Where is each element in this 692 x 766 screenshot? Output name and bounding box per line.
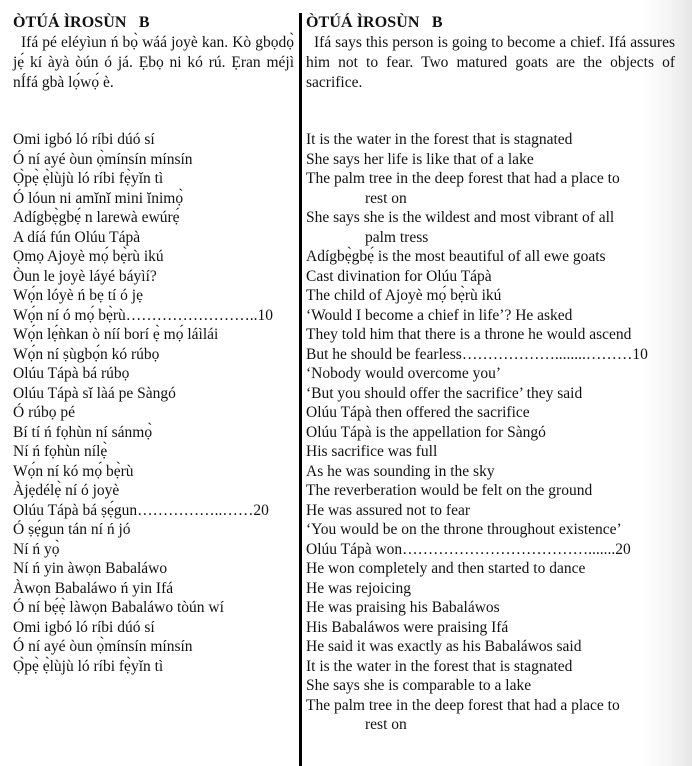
verse-line: But he should be fearless………………........………10 [306, 345, 648, 363]
verse-line: ‘Would I become a chief in life’? He asked [306, 306, 573, 324]
verse-line: Cast divination for Olúu Tápà [306, 267, 492, 285]
verse-line: It is the water in the forest that is stagnated [306, 657, 573, 675]
column-divider [299, 13, 302, 766]
verse-line: Àjẹdélẹ̀ ní ó joyè [13, 482, 120, 499]
verse-line: Ó rúbọ pé [13, 404, 75, 421]
verse-line: Olúu Tápà then offered the sacrifice [306, 404, 530, 421]
verse-line-continuation: rest on [365, 716, 407, 733]
verse-line: Ọmọ Ajoyè mọ́ bẹ̀rù ikú [13, 248, 164, 265]
verse-line: Wọ́n ní kó mọ́ bẹ̀rù [13, 462, 134, 480]
yoruba-column [13, 13, 294, 676]
verse-line: Wọ́n lóyè ń bẹ tí ó jẹ [13, 287, 143, 304]
english-column [306, 13, 675, 735]
verse-line: He won completely and then started to dance [306, 560, 586, 577]
verse-line: Olúu Tápà is the appellation for Sàngó [306, 423, 546, 441]
verse-line: Adígbẹ̀gbẹ́ n larewà ewúrẹ́ [13, 209, 180, 226]
verse-line: A díá fún Olúu Tápà [13, 228, 141, 246]
verse-line: His sacrifice was full [306, 443, 438, 460]
verse-line: Ní ń fọhùn nílẹ̀ [13, 443, 108, 460]
yoruba-intro: Ifá pé eléyìun ń bọ̀ wáá joyè kan. Kò gbọdọ̀ jẹ́ kí àyà òún ó já. Ẹbọ ni kó rú. Ẹran méjì nÍfá gbà lọ́wọ́ è. [13, 34, 294, 91]
verse-line: She says she is the wildest and most vibrant of all [306, 209, 615, 226]
verse-line: Wọ́n lẹ́ǹkan ò níí borí ẹ̀ mọ́ láìlái [13, 326, 219, 343]
verse-line: Ó lóun ni amĭnĭ mini ĭnimọ̀ [13, 189, 184, 207]
verse-line: He was praising his Babaláwos [306, 599, 500, 616]
verse-line: Olúu Tápà bá ṣẹ́gun……………..……20 [13, 501, 269, 519]
verse-line: He said it was exactly as his Babaláwos said [306, 638, 582, 655]
verse-line: The reverberation would be felt on the ground [306, 482, 593, 499]
verse-line: Ní ń yọ̀ [13, 540, 60, 558]
verse-line: His Babaláwos were praising Ifá [306, 618, 509, 636]
verse-line: Bí tí ń fọhùn ní sánmọ̀ [13, 423, 153, 441]
verse-line: Olúu Tápà bá rúbọ [13, 365, 130, 382]
verse-line: The palm tree in the deep forest that had a place to [306, 170, 620, 187]
verse-line: ‘You would be on the throne throughout existence’ [306, 521, 622, 538]
english-intro: Ifá says this person is going to become a chief. Ifá assures him not to fear. Two matured goats are the objects of sacrifice. [306, 34, 675, 91]
verse-line: They told him that there is a throne he would ascend [306, 326, 632, 343]
verse-line: It is the water in the forest that is stagnated [306, 131, 573, 148]
verse-line: Òun le joyè láyé báyìí? [13, 267, 157, 285]
verse-line: ‘But you should offer the sacrifice’ they said [306, 384, 583, 402]
english-heading: ÒTÚÁ ÌROSÙN B [306, 14, 443, 31]
verse-line: Ọ̀pẹ̀ ẹ̀lùjù ló ríbi fẹ̀yǐn tì [13, 657, 164, 675]
english-verse-list [306, 130, 675, 735]
verse-line: Adígbẹ̀gbẹ́ is the most beautiful of all ewe goats [306, 248, 606, 265]
yoruba-heading: ÒTÚÁ ÌROSÙN B [13, 14, 150, 31]
verse-line: Wọ́n ní ṣùgbọ́n kó rúbọ [13, 345, 160, 363]
verse-line: Ní ń yin àwọn Babaláwo [13, 560, 168, 577]
verse-line: The palm tree in the deep forest that had a place to [306, 696, 620, 714]
verse-line: Omi igbó ló ríbi dúó sí [13, 618, 155, 636]
verse-line: Ó ní ayé òun ọ̀mínsín mínsín [13, 638, 193, 655]
verse-line: She says her life is like that of a lake [306, 150, 534, 168]
verse-line: Àwọn Babaláwo ń yin Ifá [13, 579, 174, 597]
verse-line: ‘Nobody would overcome you’ [306, 365, 501, 382]
verse-line: Wọ́n ní ó mọ́ bẹ̀rù……………………..10 [13, 306, 274, 324]
verse-line-continuation: palm tress [365, 228, 429, 246]
verse-line: Olúu Tápà sǐ làá pe Sàngó [13, 384, 176, 402]
verse-line: As he was sounding in the sky [306, 462, 495, 480]
verse-line: Omi igbó ló ríbi dúó sí [13, 131, 155, 148]
verse-line: She says she is comparable to a lake [306, 677, 532, 694]
verse-line-continuation: rest on [365, 189, 407, 207]
verse-line: He was rejoicing [306, 579, 412, 597]
verse-line: The child of Ajoyè mọ́ bẹ̀rù ikú [306, 287, 502, 304]
verse-line: He was assured not to fear [306, 501, 470, 519]
verse-line: Ó ní ayé òun ọ̀mínsín mínsín [13, 150, 193, 168]
verse-line: Ọ̀pẹ̀ ẹ̀lùjù ló ríbi fẹ̀yǐn tì [13, 170, 164, 187]
verse-line: Ó ní bẹ́ẹ̀ làwọn Babaláwo tòún wí [13, 599, 224, 616]
verse-line: Olúu Tápà won……………………………….......20 [306, 540, 631, 558]
verse-line: Ó ṣẹ́gun tán ní ń jó [13, 521, 131, 538]
yoruba-verse-list [13, 130, 294, 676]
